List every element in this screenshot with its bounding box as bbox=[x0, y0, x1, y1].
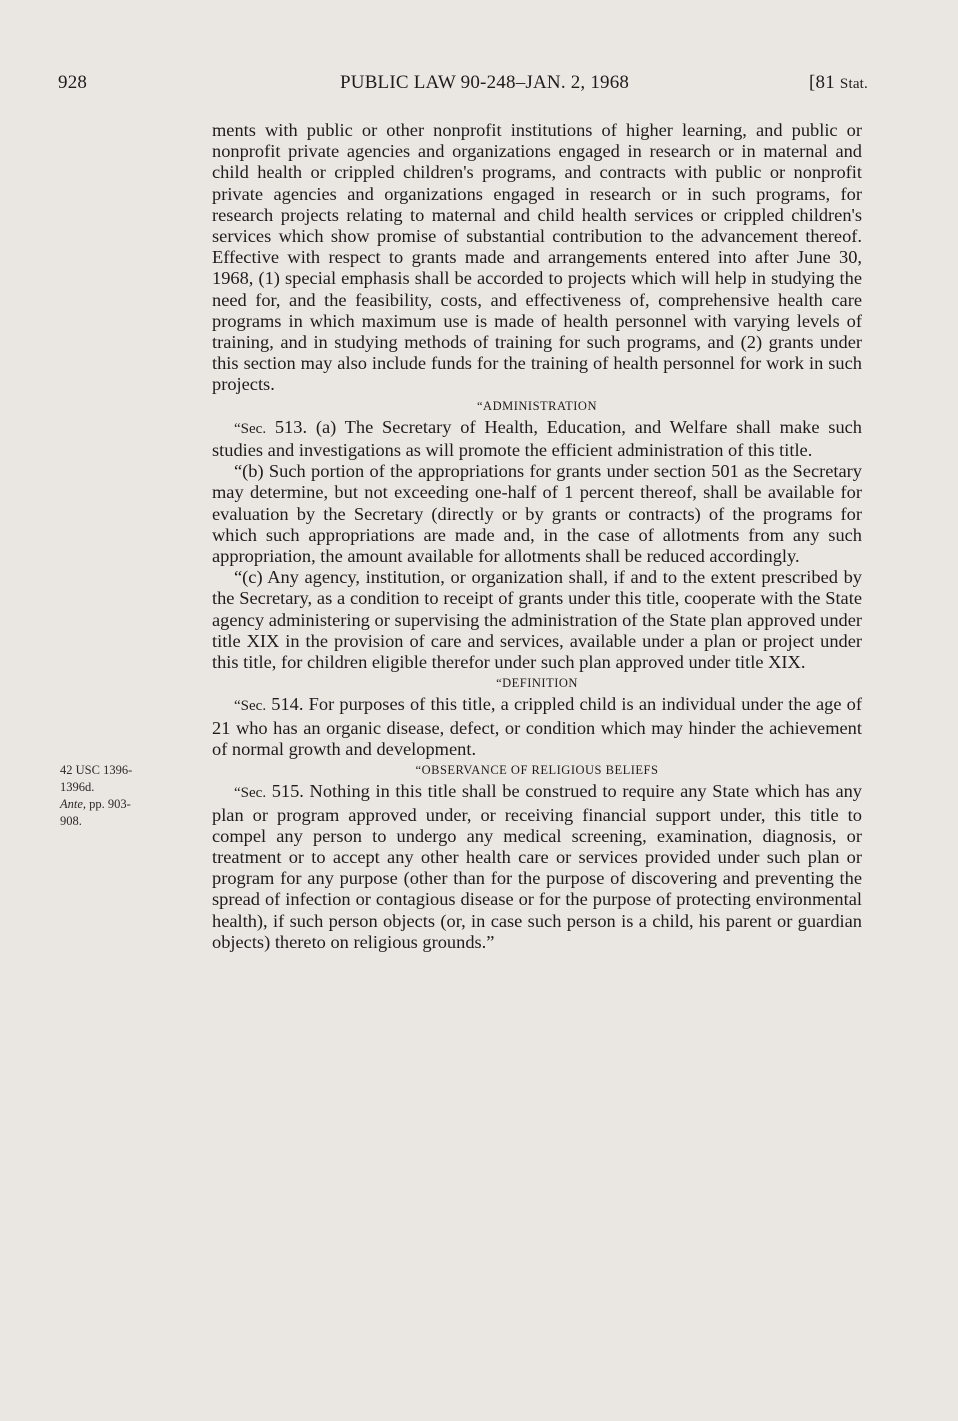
running-title: PUBLIC LAW 90-248–JAN. 2, 1968 bbox=[340, 72, 630, 93]
statute-reference bbox=[809, 72, 868, 94]
section-513-paragraph-c: “(c) Any agency, institution, or organization shall, if and to the extent prescribed by the Secretary, as a condition to receipt of grants under this title, cooperate with the State agency administering or supervising the administration of the State plan approved under title XIX in the provision of care and services, available under a plan or project under this title, for children eligible therefor under such plan approved under title XIX. bbox=[212, 567, 862, 673]
section-label: “Sec. bbox=[234, 420, 267, 437]
section-heading-definition: “DEFINITION bbox=[496, 676, 578, 691]
continuation-paragraph: ments with public or other nonprofit institutions of higher learning, and public or nonprofit private agencies and organizations engaged in research or in maternal and child health or crippled children's programs, and contracts with public or nonprofit private agencies and organizations engaged in research or in such programs, for research projects relating to maternal and child health services or crippled children's services which show promise of substantial contribution to the advancement thereof. Effective with respect to grants made and arrangements entered into after June 30, 1968, (1) special emphasis shall be accorded to projects which will help in studying the need for, and the feasibility, costs, and effectiveness of, comprehensive health care programs in which maximum use is made of health personnel with varying levels of training, and in studying methods of training for such programs, and (2) grants under this section may also include funds for the training of health personnel for work in such projects. bbox=[212, 120, 862, 395]
section-heading-religious-beliefs: “OBSERVANCE OF RELIGIOUS BELIEFS bbox=[415, 763, 659, 778]
section-514-text: 514. For purposes of this title, a crippled child is an individual under the age of 21 who has an organic disease, defect, or condition which may hinder the achievement of normal growth and development. bbox=[212, 694, 862, 759]
section-515-text: 515. Nothing in this title shall be construed to require any State which has any plan or program approved under, or receiving financial support under, this title to compel any person to undergo any medical screening, examination, diagnosis, or treatment or to accept any other health care or services provided under such plan or program for any purpose (other than for the purpose of discovering and preventing the spread of infection or contagious disease or for the purpose of protecting environmental health), if such person objects (or, in case such person is a child, his parent or guardian objects) thereto on religious grounds.” bbox=[212, 781, 862, 952]
document-body bbox=[212, 120, 862, 953]
margin-citation-ante: Ante, bbox=[60, 797, 87, 811]
margin-citation-line: 42 USC 1396- bbox=[60, 763, 133, 777]
page-number: 928 bbox=[58, 72, 88, 93]
margin-citation-line: 1396d. bbox=[60, 780, 95, 794]
section-515-paragraph bbox=[212, 781, 862, 953]
margin-citation-line bbox=[60, 796, 190, 813]
statute-prefix: [81 bbox=[809, 72, 840, 93]
section-513-paragraph-b: “(b) Such portion of the appropriations for grants under section 501 as the Secretary may determine, but not exceeding one-half of 1 percent thereof, shall be available for evaluation by the Secretary (directly or by grants or contracts) of the programs for which such appropriations are made and, in the case of allotments from any such appropriation, the amount available for allotments shall be reduced accordingly. bbox=[212, 461, 862, 567]
margin-citation bbox=[60, 762, 190, 830]
section-513-paragraph-a bbox=[212, 417, 862, 461]
section-514-paragraph bbox=[212, 694, 862, 760]
section-heading-administration: “ADMINISTRATION bbox=[477, 398, 597, 413]
page-header bbox=[58, 72, 868, 98]
section-513-text: 513. (a) The Secretary of Health, Education, and Welfare shall make such studies and investigations as will promote the efficient administration of this title. bbox=[212, 416, 862, 461]
margin-citation-pages: pp. 903- bbox=[86, 797, 131, 811]
margin-citation-line: 908. bbox=[60, 814, 82, 828]
section-label: “Sec. bbox=[234, 698, 267, 715]
statute-word: Stat. bbox=[839, 76, 868, 92]
section-label: “Sec. bbox=[234, 785, 267, 802]
